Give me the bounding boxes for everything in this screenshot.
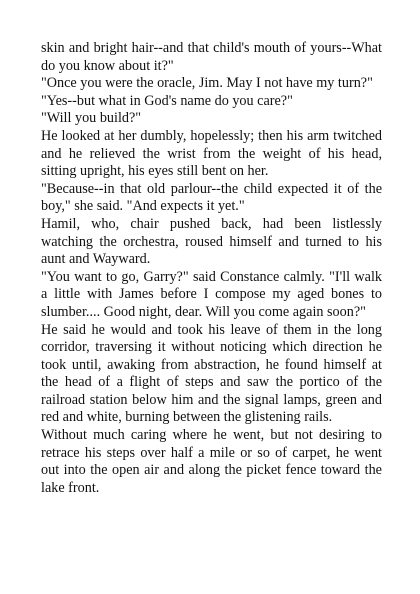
paragraph: "Will you build?" <box>41 110 142 127</box>
paragraph: He said he would and took his leave of them in the long corridor, traversing it without noticing which direction he took until, awaking from abstraction, he found himself at the head of a flight of steps and saw the portico of the railroad station below him and the signal lamps, green and red and white, burning between the glistening rails. <box>41 321 382 426</box>
paragraph: "Yes--but what in God's name do you care?" <box>41 92 293 109</box>
paragraph: He looked at her dumbly, hopelessly; then his arm twitched and he relieved the wrist from the weight of his head, sitting upright, his eyes still bent on her. <box>41 127 382 180</box>
paragraph: Hamil, who, chair pushed back, had been listlessly watching the orchestra, roused himself and turned to his aunt and Wayward. <box>41 215 382 268</box>
paragraph: skin and bright hair--and that child's mouth of yours--What do you know about it?" <box>41 40 382 74</box>
paragraph: "You want to go, Garry?" said Constance calmly. "I'll walk a little with James before I compose my aged bones to slumber.... Good night, dear. Will you come again soon?" <box>41 268 382 320</box>
paragraph: Without much caring where he went, but not desiring to retrace his steps over half a mile or so of carpet, he went out into the open air and along the picket fence toward the lake front. <box>41 427 382 496</box>
page-body <box>41 40 382 497</box>
paragraph: "Once you were the oracle, Jim. May I not have my turn?" <box>41 75 373 92</box>
paragraph: "Because--in that old parlour--the child expected it of the boy," she said. "And expects it yet." <box>41 180 382 215</box>
